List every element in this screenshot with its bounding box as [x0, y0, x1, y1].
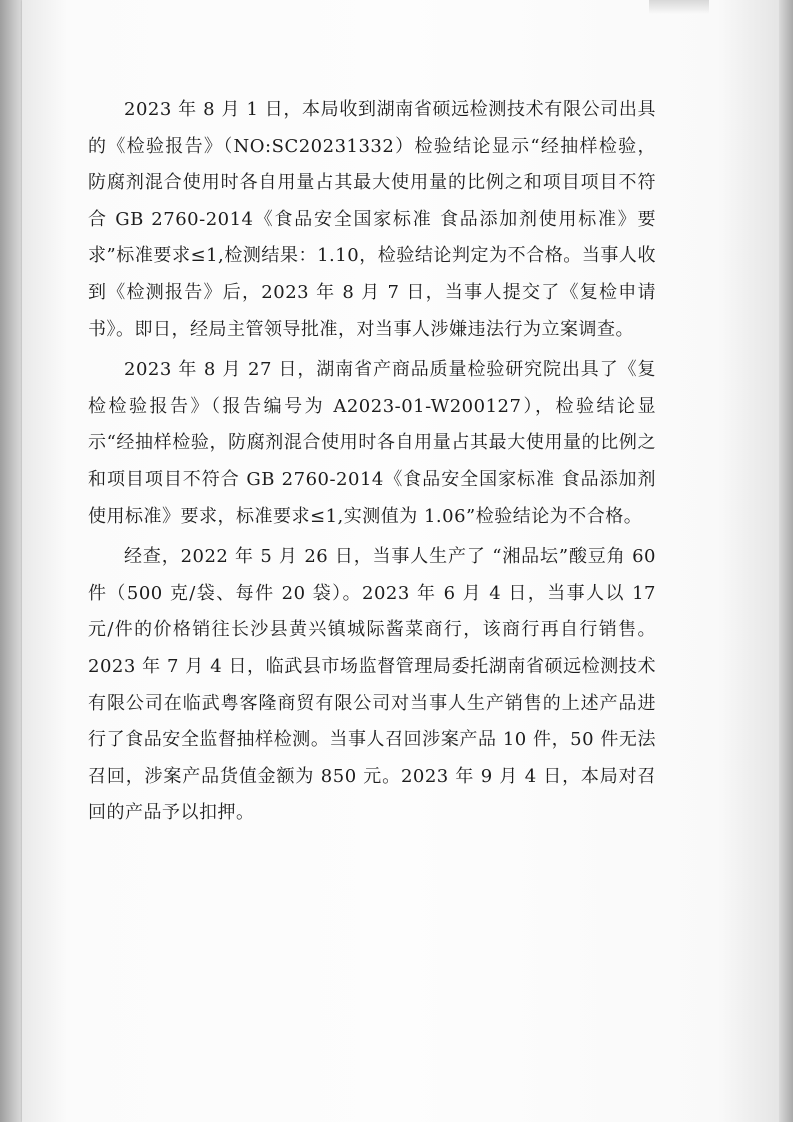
paragraph-recheck-report: 2023 年 8 月 27 日，湖南省产商品质量检验研究院出具了《复检检验报告》（报告编号为 A2023-01-W200127），检验结论显示“经抽样检验，防腐剂混合使用时各自用量占其最大使用量的比例之和项目项目不符合 GB 2760-2014《食品安全国家标准 食品添加剂使用标准》要求，标准要求≤1,实测值为 1.06”检验结论为不合格。 [88, 359, 656, 527]
document-body [88, 92, 656, 832]
paragraph-inspection-report: 2023 年 8 月 1 日，本局收到湖南省硕远检测技术有限公司出具的《检验报告》（NO:SC20231332）检验结论显示“经抽样检验，防腐剂混合使用时各自用量占其最大使用量的比例之和项目项目不符合 GB 2760-2014《食品安全国家标准 食品添加剂使用标准》要求”标准要求≤1,检测结果：1.10，检验结论判定为不合格。当事人收到《检测报告》后，2023 年 8 月 7 日，当事人提交了《复检申请书》。即日，经局主管领导批准，对当事人涉嫌违法行为立案调查。 [88, 99, 656, 340]
paragraph-investigation-findings: 经查，2022 年 5 月 26 日，当事人生产了 “湘品坛”酸豆角 60 件（500 克/袋、每件 20 袋）。2023 年 6 月 4 日，当事人以 17 元/件的价格销往长沙县黄兴镇城际酱菜商行，该商行再自行销售。2023 年 7 月 4 日，临武县市场监督管理局委托湖南省硕远检测技术有限公司在临武粤客隆商贸有限公司对当事人生产销售的上述产品进行了食品安全监督抽样检测。当事人召回涉案产品 10 件，50 件无法召回，涉案产品货值金额为 850 元。2023 年 9 月 4 日，本局对召回的产品予以扣押。 [88, 546, 656, 824]
scan-right-edge [779, 0, 793, 1122]
scan-left-edge [0, 0, 22, 1122]
scan-top-mark [649, 0, 709, 14]
